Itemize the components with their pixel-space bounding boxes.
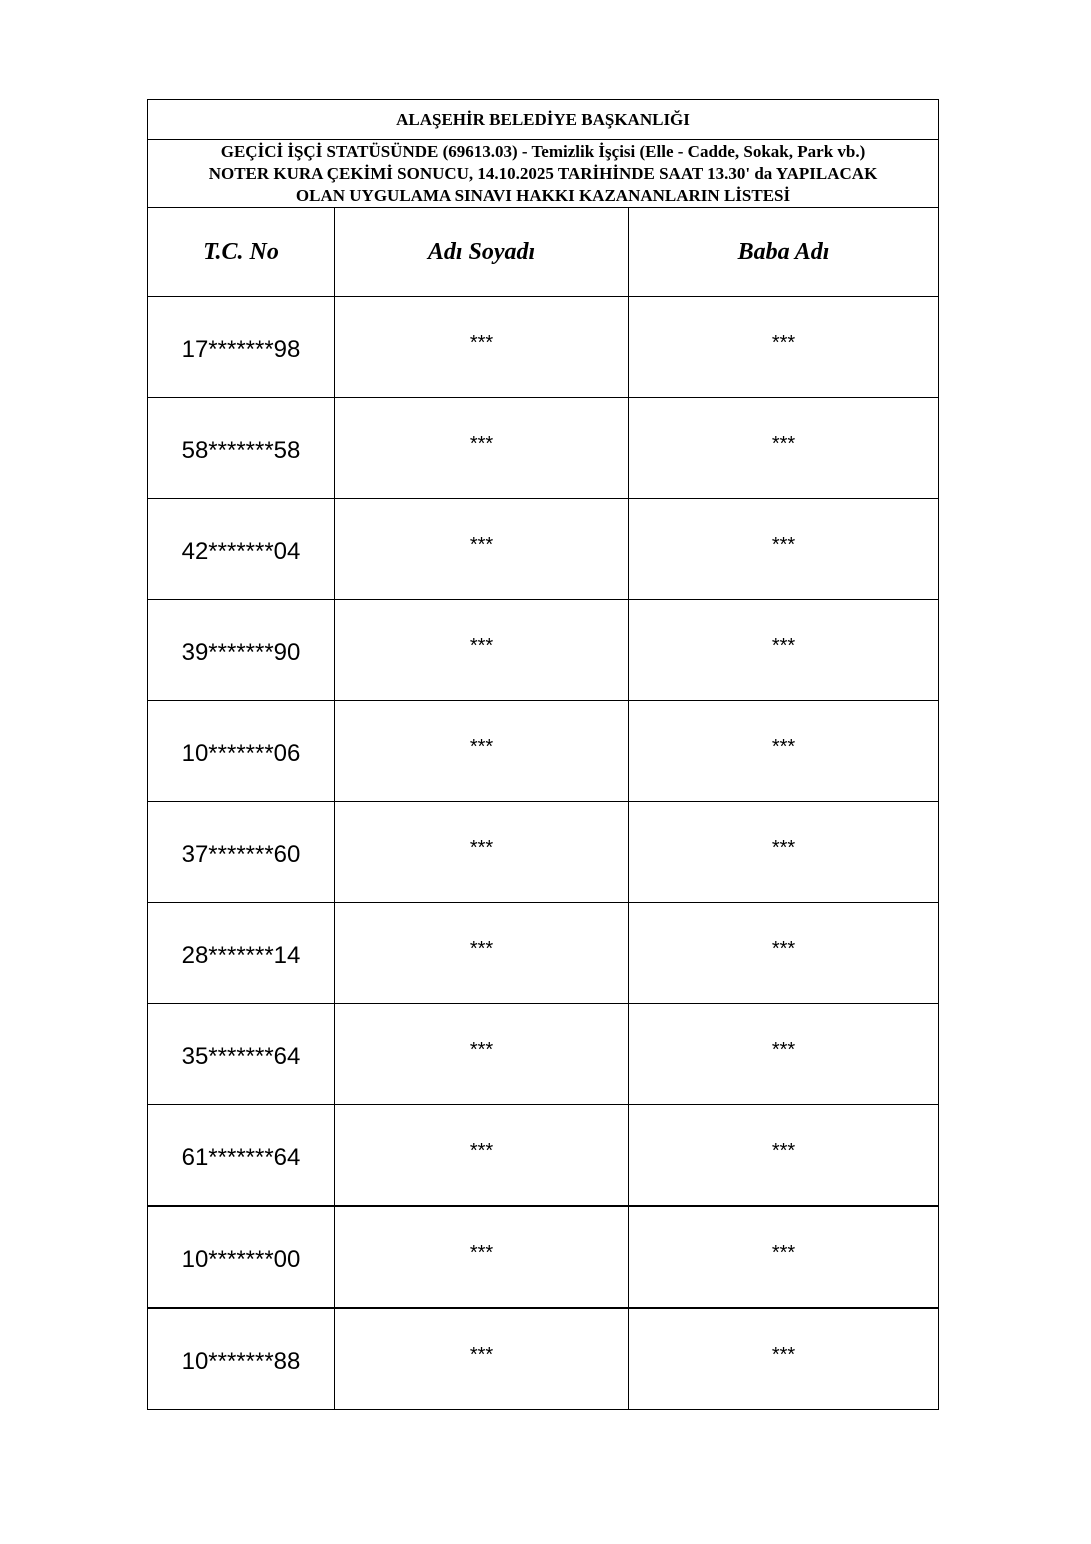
subtitle-row [148,140,939,208]
father-name-cell: *** [629,903,939,1004]
name-cell: *** [335,600,629,701]
father-name-cell: *** [629,1105,939,1207]
tc-no-cell: 10*******00 [148,1206,335,1308]
table-row [148,1308,939,1410]
tc-no-cell: 35*******64 [148,1004,335,1105]
table-row [148,297,939,398]
name-cell: *** [335,802,629,903]
father-name-cell: *** [629,701,939,802]
name-cell: *** [335,1105,629,1207]
table-row [148,903,939,1004]
subtitle-line-3: OLAN UYGULAMA SINAVI HAKKI KAZANANLARIN LİSTESİ [295,185,791,205]
name-cell: *** [335,297,629,398]
name-cell: *** [335,903,629,1004]
subtitle-line-1: GEÇİCİ İŞÇİ STATÜSÜNDE (69613.03) - Temizlik İşçisi (Elle - Cadde, Sokak, Park vb.) [220,141,866,161]
table-row [148,1105,939,1207]
tc-no-cell: 10*******06 [148,701,335,802]
table-row [148,802,939,903]
father-name-cell: *** [629,600,939,701]
document-subtitle [148,140,939,208]
tc-no-cell: 17*******98 [148,297,335,398]
name-cell: *** [335,1308,629,1410]
table-row [148,1206,939,1308]
father-name-cell: *** [629,1308,939,1410]
tc-no-cell: 42*******04 [148,499,335,600]
winners-list-table [147,99,939,1410]
tc-no-cell: 28*******14 [148,903,335,1004]
name-cell: *** [335,499,629,600]
table-row [148,701,939,802]
column-header-name: Adı Soyadı [335,208,629,297]
column-header-row [148,208,939,297]
table-row [148,600,939,701]
father-name-cell: *** [629,499,939,600]
document-title: ALAŞEHİR BELEDİYE BAŞKANLIĞI [148,100,939,140]
subtitle-line-2: NOTER KURA ÇEKİMİ SONUCU, 14.10.2025 TARİHİNDE SAAT 13.30' da YAPILACAK [208,163,878,183]
table-row [148,1004,939,1105]
name-cell: *** [335,398,629,499]
name-cell: *** [335,701,629,802]
column-header-father-name: Baba Adı [629,208,939,297]
column-header-tc-no: T.C. No [148,208,335,297]
father-name-cell: *** [629,297,939,398]
name-cell: *** [335,1206,629,1308]
name-cell: *** [335,1004,629,1105]
title-row [148,100,939,140]
tc-no-cell: 61*******64 [148,1105,335,1207]
father-name-cell: *** [629,1206,939,1308]
father-name-cell: *** [629,802,939,903]
tc-no-cell: 39*******90 [148,600,335,701]
table-row [148,398,939,499]
tc-no-cell: 58*******58 [148,398,335,499]
tc-no-cell: 10*******88 [148,1308,335,1410]
table-row [148,499,939,600]
tc-no-cell: 37*******60 [148,802,335,903]
father-name-cell: *** [629,398,939,499]
father-name-cell: *** [629,1004,939,1105]
